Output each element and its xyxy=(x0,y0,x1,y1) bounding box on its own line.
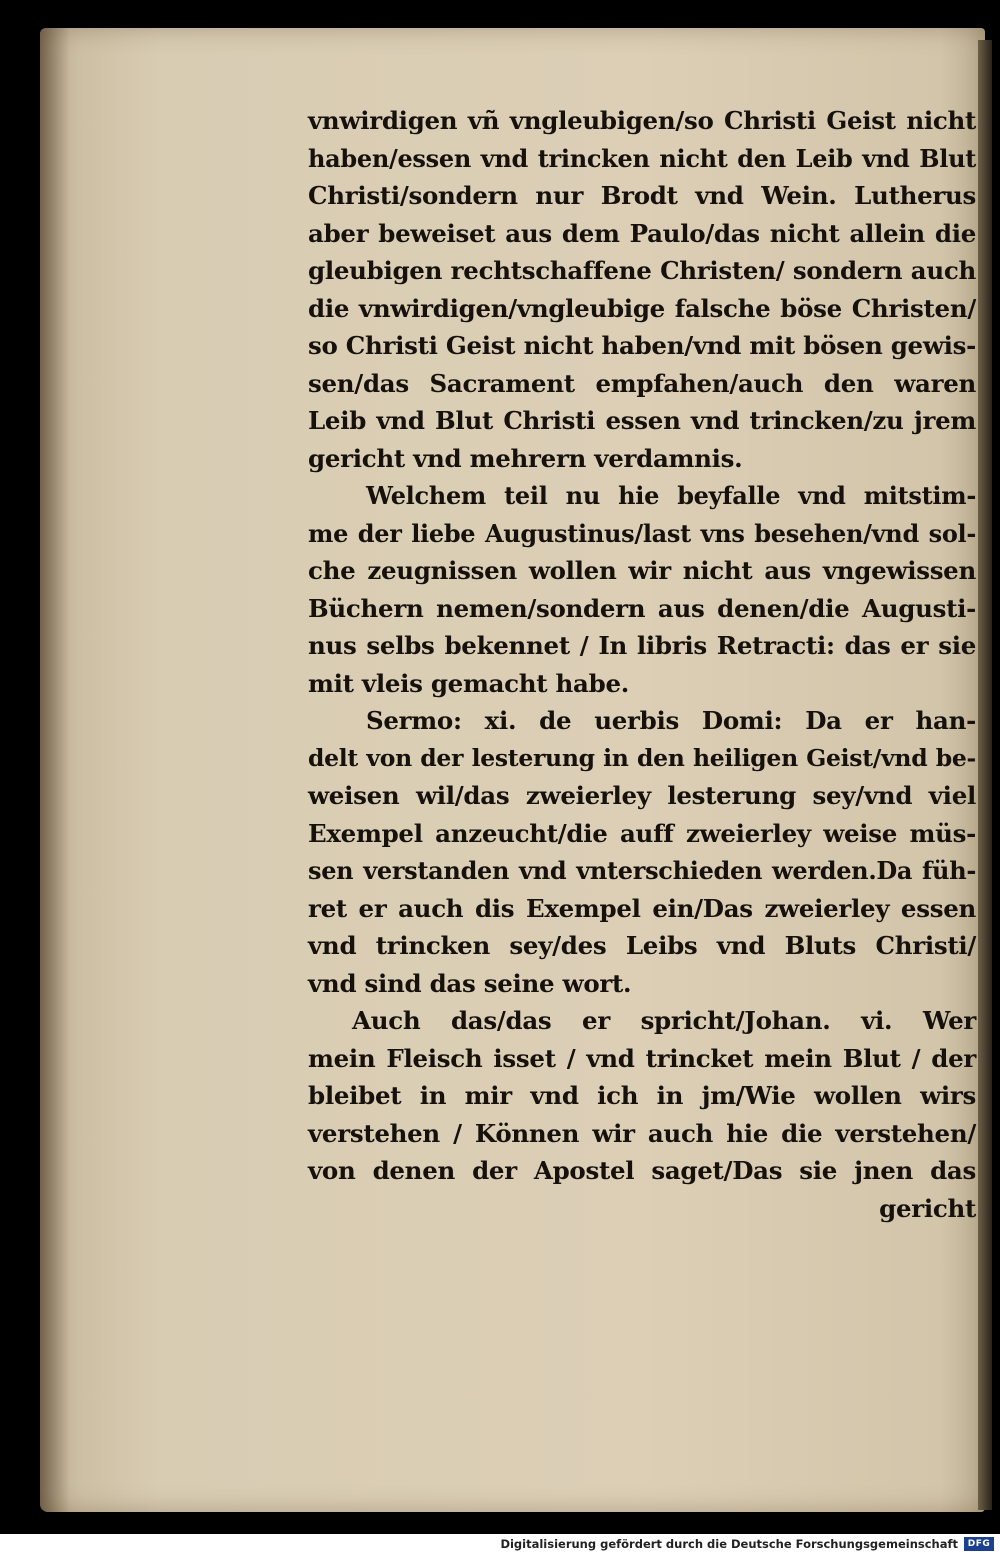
text-line-25: Auch das/das er spricht/Johan. vi. Wer xyxy=(352,1006,976,1035)
text-line-20: Exempel anzeucht/die auff zweierley weise müs- xyxy=(308,818,976,848)
text-line-3: Christi/sondern nur Brodt vnd Wein. Lutherus xyxy=(308,181,976,210)
text-line-16: mit vleis gemacht habe. xyxy=(308,668,629,698)
text-line-15: nus selbs bekennet / In libris Retracti: das er sie xyxy=(308,631,976,660)
text-line-7: so Christi Geist nicht haben/vnd mit bösen gewis- xyxy=(308,331,976,360)
text-line-1: vnwirdigen vñ vngleubigen/so Christi Geist nicht xyxy=(308,106,976,135)
text-line-4: aber beweiset aus dem Paulo/das nicht allein die xyxy=(308,218,976,248)
text-line-19: weisen wil/das zweierley lesterung sey/vnd viel xyxy=(308,781,976,810)
text-line-29: von denen der Apostel saget/Das sie jnen das xyxy=(308,1156,976,1185)
text-line-18: delt von der lesterung in den heiligen Geist/vnd be- xyxy=(308,743,976,772)
text-line-24: vnd sind das seine wort. xyxy=(308,968,632,998)
page-edge xyxy=(978,40,992,1510)
text-line-6: die vnwirdigen/vngleubige falsche böse Christen/ xyxy=(308,293,976,323)
text-line-28: verstehen / Können wir auch hie die verstehen/ xyxy=(308,1118,976,1148)
catchword: gericht xyxy=(879,1193,976,1223)
text-line-9: Leib vnd Blut Christi essen vnd trincken/zu jrem xyxy=(308,406,976,435)
dfg-logo: DFG xyxy=(964,1537,994,1551)
text-line-11: Welchem teil nu hie beyfalle vnd mitstim- xyxy=(366,481,976,510)
text-line-12: me der liebe Augustinus/last vns besehen/vnd sol- xyxy=(308,518,976,548)
text-line-17: Sermo: xi. de uerbis Domi: Da er han- xyxy=(366,706,976,735)
gutter-shadow xyxy=(40,28,70,1512)
funding-credit: Digitalisierung gefördert durch die Deutsche Forschungsgemeinschaft xyxy=(500,1537,958,1551)
text-line-5: gleubigen rechtschaffene Christen/ sondern auch xyxy=(308,256,976,285)
text-line-21: sen verstanden vnd vnterschieden werden.Da füh- xyxy=(308,856,976,885)
text-line-22: ret er auch dis Exempel ein/Das zweierley essen xyxy=(308,893,976,923)
text-line-8: sen/das Sacrament empfahen/auch den waren xyxy=(308,368,976,398)
text-line-2: haben/essen vnd trincken nicht den Leib vnd Blut xyxy=(308,143,976,173)
body-text xyxy=(308,102,976,1227)
text-line-23: vnd trincken sey/des Leibs vnd Bluts Christi/ xyxy=(308,931,976,960)
text-line-13: che zeugnissen wollen wir nicht aus vngewissen xyxy=(308,556,976,585)
text-line-14: Büchern nemen/sondern aus denen/die Augusti- xyxy=(308,593,976,623)
text-line-27: bleibet in mir vnd ich in jm/Wie wollen wirs xyxy=(308,1081,976,1110)
text-line-10: gericht vnd mehrern verdamnis. xyxy=(308,443,743,473)
text-line-26: mein Fleisch isset / vnd trincket mein Blut / der xyxy=(308,1043,976,1073)
